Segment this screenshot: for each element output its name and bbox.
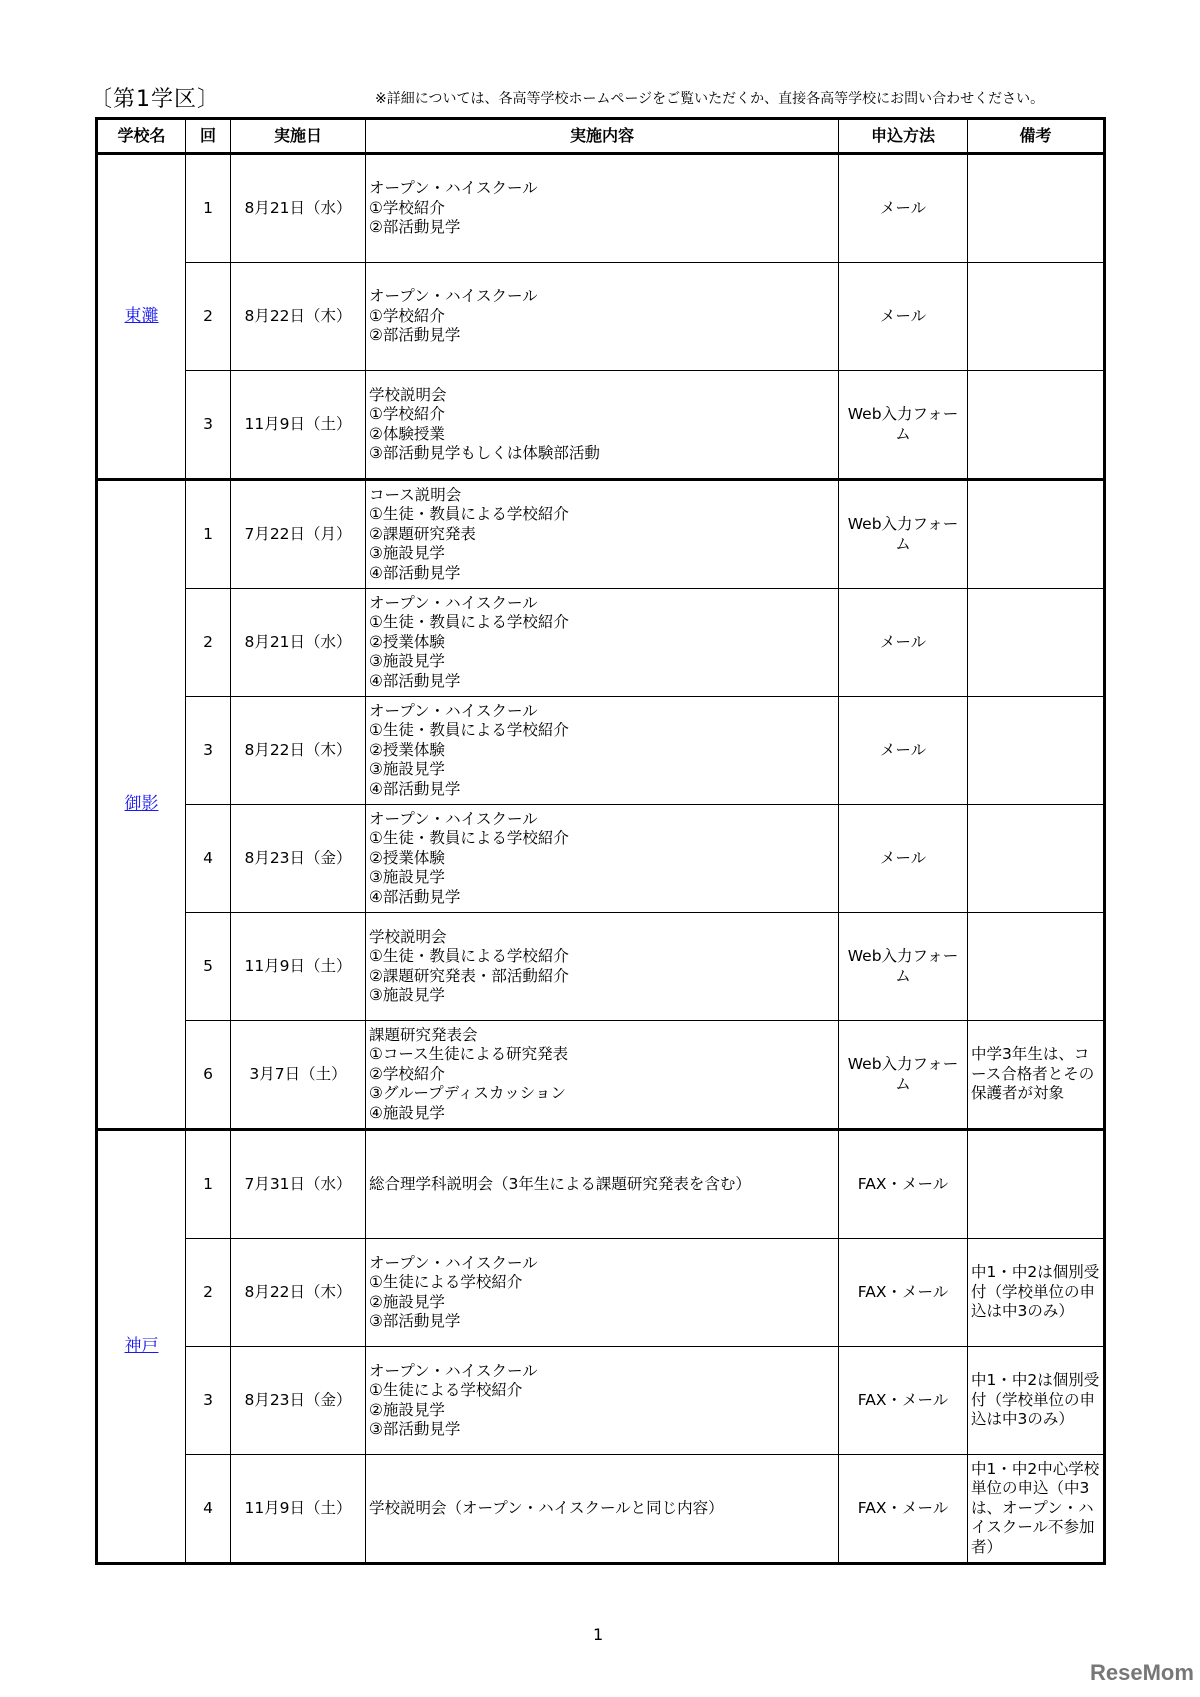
content-line: ③施設見学 <box>369 868 445 887</box>
table-row <box>97 371 1105 480</box>
date-cell: 8月22日（木） <box>231 263 366 371</box>
content-line: ②施設見学 <box>369 1292 445 1311</box>
round-cell: 3 <box>186 371 231 480</box>
header-round: 回 <box>186 119 231 154</box>
remarks-text: 中1・中2中心学校単位の申込（中3は、オープン・ハイスクール不参加者） <box>971 1459 1100 1556</box>
content-line: ③グループディスカッション <box>369 1084 566 1103</box>
table-row <box>97 697 1105 805</box>
date-cell: 11月9日（土） <box>231 913 366 1021</box>
remarks-cell <box>968 805 1105 913</box>
table-row <box>97 589 1105 697</box>
round-cell: 6 <box>186 1021 231 1130</box>
remarks-cell <box>968 589 1105 697</box>
remarks-text: 中学3年生は、コース合格者とその保護者が対象 <box>971 1045 1095 1103</box>
content-line: ①生徒・教員による学校紹介 <box>369 613 569 632</box>
content-cell <box>366 1455 839 1564</box>
content-line: ①生徒による学校紹介 <box>369 1381 523 1399</box>
content-line: ④部活動見学 <box>369 671 461 690</box>
date-cell: 8月22日（木） <box>231 697 366 805</box>
remarks-cell <box>968 913 1105 1021</box>
content-line: ④部活動見学 <box>369 779 461 798</box>
content-line: オープン・ハイスクール <box>369 593 538 612</box>
remarks-cell <box>968 1347 1105 1455</box>
table-row <box>97 263 1105 371</box>
content-line: ①学校紹介 <box>369 198 445 217</box>
table-row <box>97 805 1105 913</box>
content-line: ①学校紹介 <box>369 405 445 423</box>
content-cell <box>366 1347 839 1455</box>
school-cell <box>97 1130 186 1564</box>
content-line: オープン・ハイスクール <box>369 179 538 198</box>
date-cell: 7月31日（水） <box>231 1130 366 1239</box>
header-remarks: 備考 <box>968 119 1105 154</box>
table-row <box>97 1130 1105 1239</box>
content-cell <box>366 913 839 1021</box>
table-row <box>97 1347 1105 1455</box>
header-content: 実施内容 <box>366 119 839 154</box>
content-line: ④施設見学 <box>369 1103 445 1122</box>
table-row <box>97 913 1105 1021</box>
date-cell: 11月9日（土） <box>231 1455 366 1564</box>
district-title: 〔第1学区〕 <box>90 87 220 112</box>
content-line: 学校説明会 <box>369 385 447 404</box>
remarks-cell <box>968 154 1105 263</box>
content-line: ②課題研究発表 <box>369 524 476 543</box>
content-line: ②部活動見学 <box>369 218 461 237</box>
content-line: ①生徒・教員による学校紹介 <box>369 505 569 524</box>
table-row <box>97 1239 1105 1347</box>
round-cell: 4 <box>186 1455 231 1564</box>
content-line: オープン・ハイスクール <box>369 1361 538 1380</box>
round-cell: 1 <box>186 1130 231 1239</box>
content-line: 課題研究発表会 <box>369 1025 478 1044</box>
table-row <box>97 480 1105 589</box>
content-line: ③施設見学 <box>369 544 445 563</box>
round-cell: 2 <box>186 589 231 697</box>
content-line: ①生徒・教員による学校紹介 <box>369 721 569 740</box>
date-cell: 8月21日（水） <box>231 589 366 697</box>
method-cell: メール <box>839 263 968 371</box>
header-date: 実施日 <box>231 119 366 154</box>
content-line: ③施設見学 <box>369 652 445 671</box>
remarks-cell <box>968 1239 1105 1347</box>
content-line: ②部活動見学 <box>369 326 461 345</box>
content-line: 学校説明会 <box>369 927 447 946</box>
content-line: ③部活動見学もしくは体験部活動 <box>369 444 600 462</box>
method-cell: メール <box>839 154 968 263</box>
method-cell: Web入力フォーム <box>839 480 968 589</box>
page-number: 1 <box>593 1625 604 1644</box>
content-line: ②課題研究発表・部活動紹介 <box>369 966 569 985</box>
date-cell: 8月21日（水） <box>231 154 366 263</box>
date-cell: 7月22日（月） <box>231 480 366 589</box>
date-cell: 11月9日（土） <box>231 371 366 480</box>
round-cell: 4 <box>186 805 231 913</box>
date-cell: 3月7日（土） <box>231 1021 366 1130</box>
method-cell: Web入力フォーム <box>839 1021 968 1130</box>
content-line: 総合理学科説明会（3年生による課題研究発表を含む） <box>369 1174 751 1193</box>
content-line: ③施設見学 <box>369 760 445 779</box>
remarks-cell <box>968 371 1105 480</box>
content-line: ②授業体験 <box>369 740 445 759</box>
school-link[interactable]: 御影 <box>124 793 159 814</box>
round-cell: 3 <box>186 1347 231 1455</box>
remarks-cell <box>968 1021 1105 1130</box>
header-school: 学校名 <box>97 119 186 154</box>
content-line: ④部活動見学 <box>369 887 461 906</box>
remarks-cell <box>968 1130 1105 1239</box>
content-line: ②授業体験 <box>369 848 445 867</box>
round-cell: 2 <box>186 1239 231 1347</box>
content-line: ①学校紹介 <box>369 306 445 325</box>
date-cell: 8月23日（金） <box>231 805 366 913</box>
table-row <box>97 154 1105 263</box>
content-cell <box>366 154 839 263</box>
content-line: ①生徒による学校紹介 <box>369 1273 523 1291</box>
round-cell: 5 <box>186 913 231 1021</box>
content-cell <box>366 589 839 697</box>
school-cell <box>97 480 186 1130</box>
date-cell: 8月22日（木） <box>231 1239 366 1347</box>
content-cell <box>366 371 839 480</box>
content-cell <box>366 263 839 371</box>
content-line: オープン・ハイスクール <box>369 809 538 828</box>
content-cell <box>366 1239 839 1347</box>
content-line: ②施設見学 <box>369 1400 445 1419</box>
content-line: ①生徒・教員による学校紹介 <box>369 829 569 848</box>
remarks-cell <box>968 480 1105 589</box>
content-line: ③施設見学 <box>369 986 445 1004</box>
method-cell: メール <box>839 589 968 697</box>
content-cell <box>366 480 839 589</box>
content-line: ④部活動見学 <box>369 563 461 582</box>
remarks-cell <box>968 263 1105 371</box>
round-cell: 1 <box>186 154 231 263</box>
remarks-text: 中1・中2は個別受付（学校単位の申込は中3のみ） <box>971 1263 1100 1321</box>
method-cell: FAX・メール <box>839 1455 968 1564</box>
content-line: ③部活動見学 <box>369 1420 461 1438</box>
date-cell: 8月23日（金） <box>231 1347 366 1455</box>
remarks-cell <box>968 697 1105 805</box>
content-line: ②授業体験 <box>369 632 445 651</box>
content-line: オープン・ハイスクール <box>369 1253 538 1272</box>
content-line: オープン・ハイスクール <box>369 287 538 306</box>
method-cell: メール <box>839 805 968 913</box>
remarks-cell <box>968 1455 1105 1564</box>
table-row <box>97 1021 1105 1130</box>
note-text: ※詳細については、各高等学校ホームページをご覧いただくか、直接各高等学校にお問い合わせください。 <box>375 91 1045 107</box>
round-cell: 2 <box>186 263 231 371</box>
content-line: ①コース生徒による研究発表 <box>369 1045 569 1064</box>
content-line: コース説明会 <box>369 485 462 504</box>
schedule-table <box>95 117 1106 1565</box>
remarks-text: 中1・中2は個別受付（学校単位の申込は中3のみ） <box>971 1371 1100 1429</box>
content-line: ③部活動見学 <box>369 1312 461 1330</box>
content-line: 学校説明会（オープン・ハイスクールと同じ内容） <box>369 1498 724 1517</box>
content-line: ②体験授業 <box>369 424 445 443</box>
school-link[interactable]: 東灘 <box>124 305 159 326</box>
school-link[interactable]: 神戸 <box>124 1335 159 1356</box>
method-cell: Web入力フォーム <box>839 371 968 480</box>
method-cell: メール <box>839 697 968 805</box>
content-line: オープン・ハイスクール <box>369 701 538 720</box>
table-row <box>97 1455 1105 1564</box>
method-cell: Web入力フォーム <box>839 913 968 1021</box>
round-cell: 1 <box>186 480 231 589</box>
content-cell <box>366 1021 839 1130</box>
method-cell: FAX・メール <box>839 1347 968 1455</box>
round-cell: 3 <box>186 697 231 805</box>
method-cell: FAX・メール <box>839 1239 968 1347</box>
content-cell <box>366 805 839 913</box>
header-method: 申込方法 <box>839 119 968 154</box>
school-cell <box>97 154 186 480</box>
content-cell <box>366 697 839 805</box>
content-line: ①生徒・教員による学校紹介 <box>369 947 569 965</box>
method-cell: FAX・メール <box>839 1130 968 1239</box>
content-cell <box>366 1130 839 1239</box>
content-line: ②学校紹介 <box>369 1064 445 1083</box>
watermark-logo: ReseMom <box>1090 1660 1194 1685</box>
